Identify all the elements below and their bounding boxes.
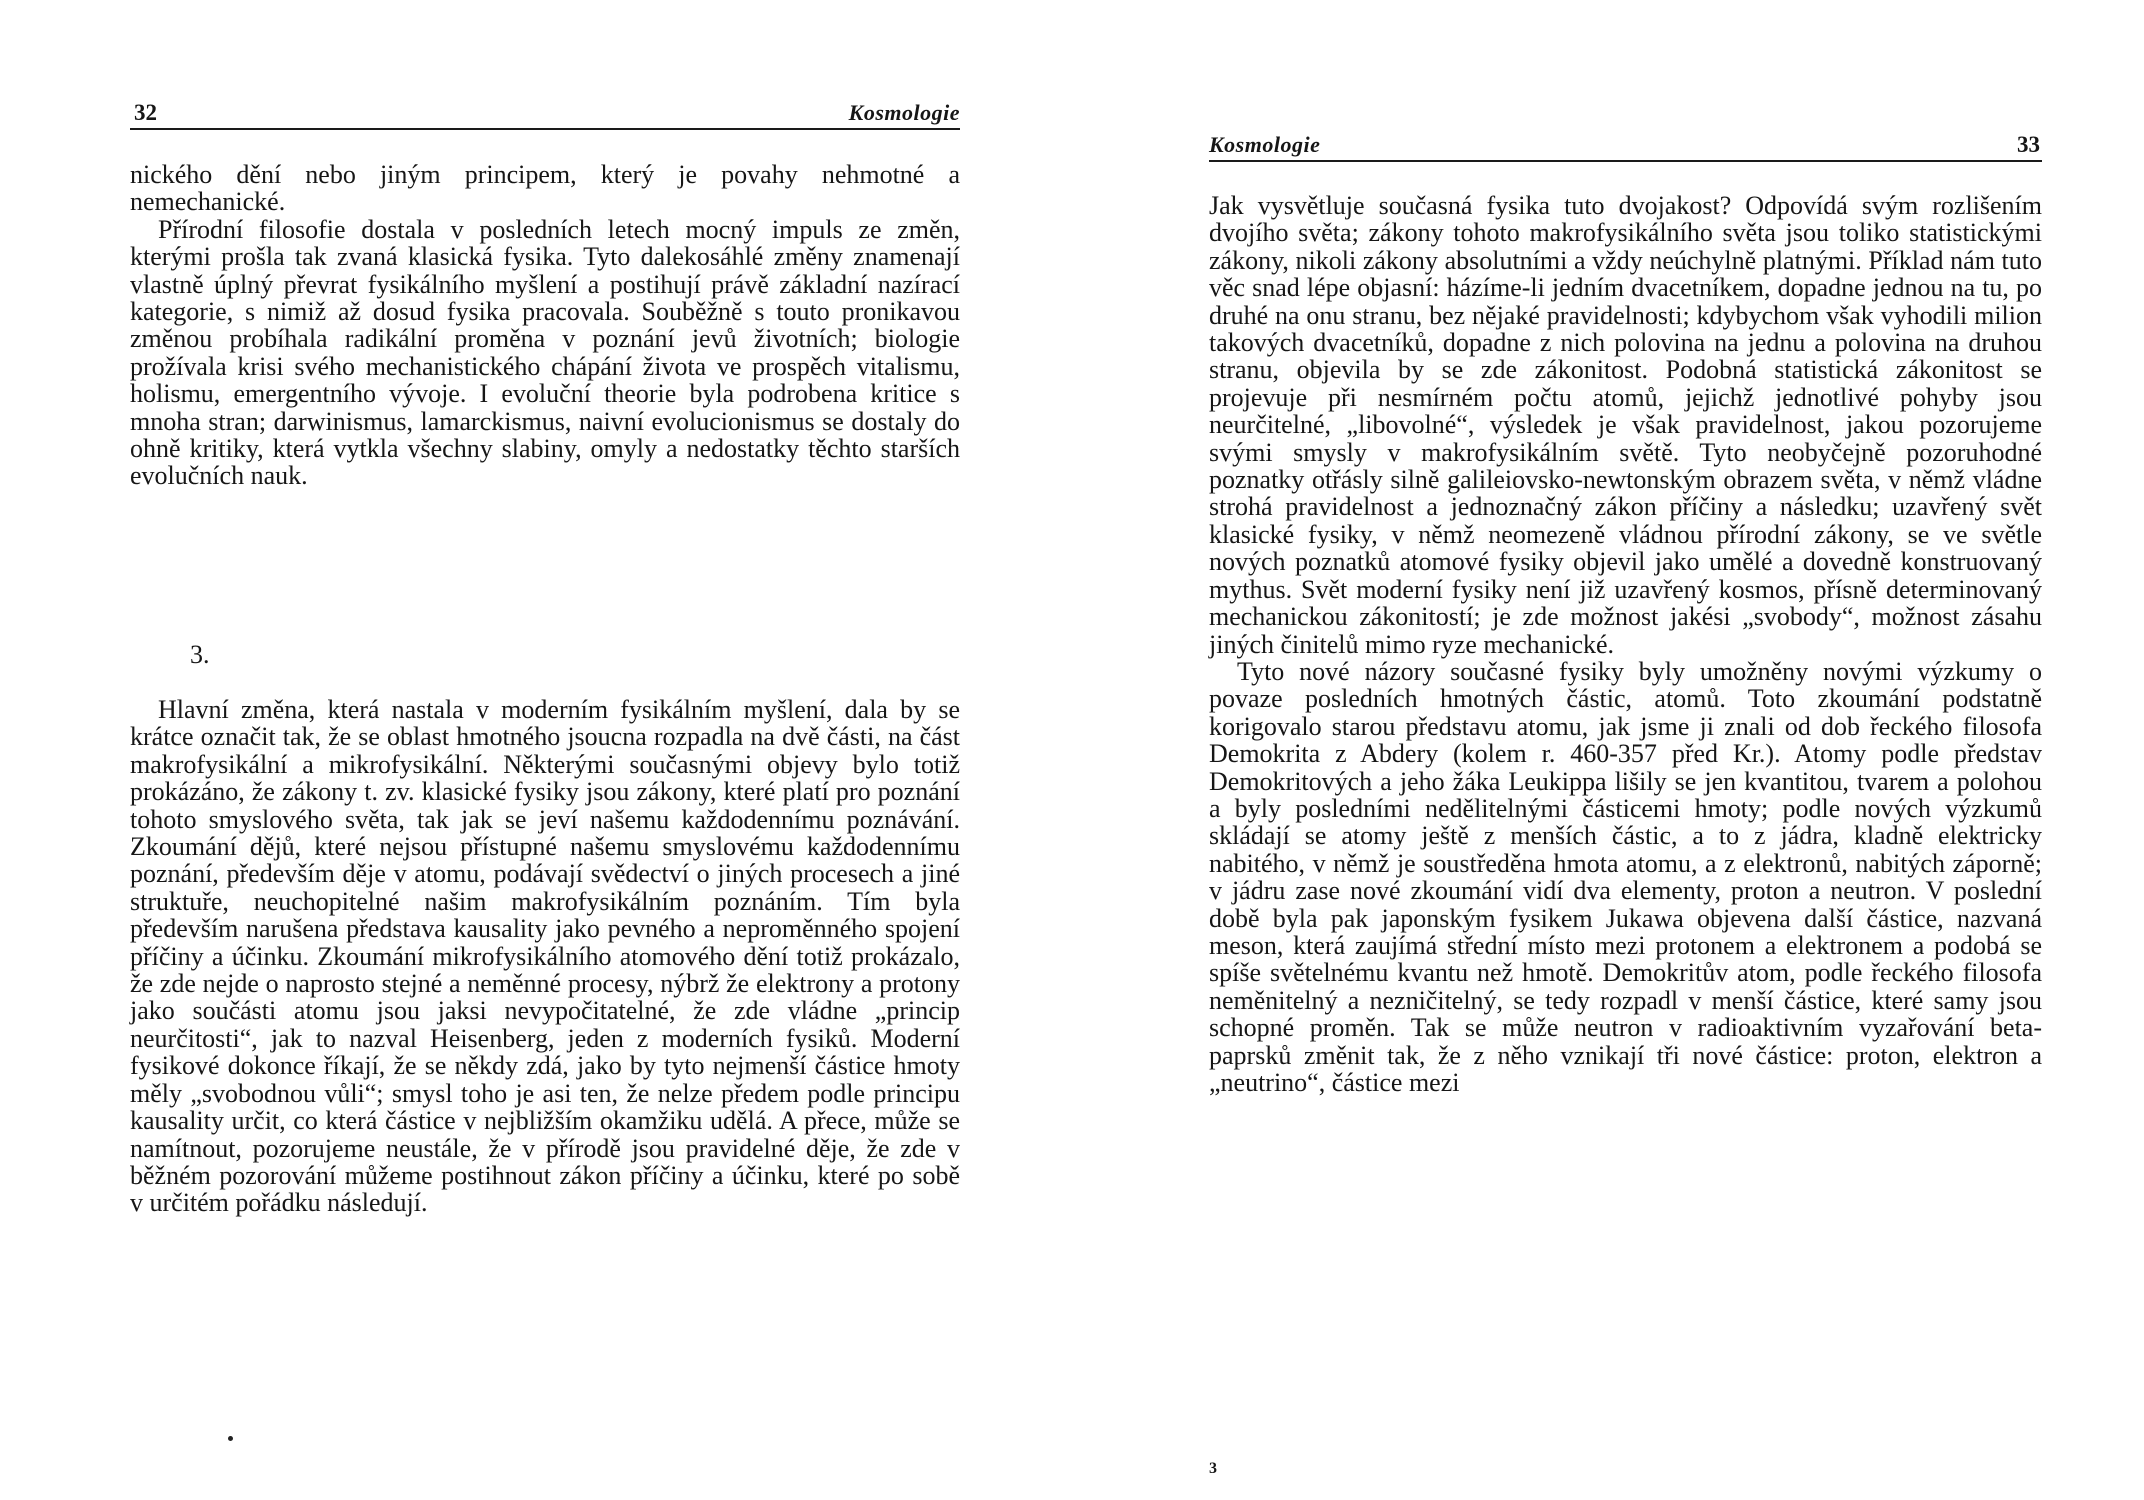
dot-mark [228,1436,233,1441]
text-block [1209,192,2042,1096]
section-number: 3. [190,640,210,669]
running-title: Kosmologie [1209,132,1321,157]
paragraph: Tyto nové názory současné fysiky byly umožněny novými výzkumy o povaze posledních hmotných částic, atomů. Toto zkoumání podstatně korigovalo starou představu atomu, jak jsme ji znali od dob řeckého filosofa Demokrita z Abdery (kolem r. 460-357 před Kr.). Atomy podle představ Demokritových a jeho žáka Leukippa lišily se jen kvantitou, tvarem a polohou a byly posledními nedělitelnými částicemi hmoty; podle nových výzkumů skládají se atomy ještě z menších částic, a to z jádra, kladně elektricky nabitého, v němž je soustředěna hmota atomu, a z elektronů, nabitých záporně; v jádru zase nové zkoumání vidí dva elementy, proton a neutron. V poslední době byla pak japonským fysikem Jukawa objevena další částice, nazvaná meson, která zaujímá střední místo mezi protonem a elektronem a podobá se spíše světelnému kvantu než hmotě. Demokritův atom, podle řeckého filosofa neměnitelný a nezničitelný, se tedy rozpadl v menší částice, které samy jsou schopné proměn. Tak se může neutron v radioaktivním vyzařování beta-paprsků změnit tak, že z něho vznikají tři nové částice: proton, elektron a „neutrino“, částice mezi [1209,656,2042,1097]
text-block-section-3 [130,696,960,1217]
running-title: Kosmologie [848,100,960,125]
page-number: 32 [134,100,157,125]
printer-signature-mark: 3 [1209,1460,1217,1477]
paragraph: Hlavní změna, která nastala v moderním fysikálním myšlení, dala by se krátce označit tak, že se oblast hmotného jsoucna rozpadla na dvě části, na část makrofysikální a mikrofysikální. Některými současnými objevy bylo totiž prokázáno, že zákony t. zv. klasické fysiky jsou zákony, které platí pro poznání tohoto smyslového světa, tak jak se jeví našemu každodennímu poznávání. Zkoumání dějů, které nejsou přístupné našemu smyslovému každodennímu poznání, především děje v atomu, podávají svědectví o jiných procesech a jiné struktuře, neuchopitelné našim makrofysikálním poznáním. Tím byla především narušena představa kausality jako pevného a neproměnného spojení příčiny a účinku. Zkoumání mikrofysikálního atomového dění totiž prokázalo, že zde nejde o naprosto stejné a neměnné procesy, nýbrž že elektrony a protony jako součásti atomu jsou jaksi nevypočitatelné, že zde vládne „princip neurčitosti“, jak to nazval Heisenberg, jeden z moderních fysiků. Moderní fysikové dokonce říkají, že se někdy zdá, jako by tyto nejmenší částice hmoty měly „svobodnou vůli“; smysl toho je asi ten, že nelze předem podle principu kausality určit, co která částice v nejbližším okamžiku udělá. A přece, může se namítnout, pozorujeme neustále, že v přírodě jsou pravidelné děje, že zde v běžném pozorování můžeme postihnout zákon příčiny a účinku, které po sobě v určitém pořádku následují. [130,695,960,1218]
right-page-header [1209,130,2042,162]
text-block-top [130,161,960,490]
paragraph: Jak vysvětluje současná fysika tuto dvojakost? Odpovídá svým rozlišením dvojího světa; zákony tohoto makrofysikálního světa jsou toliko statistickými zákony, nikoli zákony absolutními a vždy neúchylně platnými. Příklad nám tuto věc snad lépe objasní: házíme-li jedním dvacetníkem, dopadne jednou na tu, po druhé na onu stranu, bez nějaké pravidelnosti; kdybychom však vyhodili milion takových dvacetníků, dopadne z nich polovina na jednu a polovina na druhou stranu, objevila by se zde zákonitost. Podobná statistická zákonitost se projevuje při nesmírném počtu atomů, jejichž jednotlivé pohyby jsou neurčitelné, „libovolné“, výsledek je však pravidelnost, jakou pozorujeme svými smysly v makrofysikálním světě. Tyto neobyčejně pozoruhodné poznatky otřásly silně galileiovsko-newtonským obrazem světa, v němž vládne strohá pravidelnost a jednoznačný zákon příčiny a následku; uzavřený svět klasické fysiky, v němž neomezeně vládnou přírodní zákony, se ve světle nových poznatků atomové fysiky objevil jako umělé a dovedně konstruovaný mythus. Svět moderní fysiky není již uzavřený kosmos, přísně determinovaný mechanickou zákonitostí; je zde možnost jakési „svobody“, možnost zásahu jiných činitelů mimo ryze mechanické. [1209,191,2042,659]
left-page-header [130,98,960,130]
page-number: 33 [2017,132,2040,157]
paragraph: nického dění nebo jiným principem, který je povahy nehmotné a nemechanické. [130,160,960,217]
paragraph: Přírodní filosofie dostala v posledních letech mocný impuls ze změn, kterými prošla tak zvaná klasická fysika. Tyto dalekosáhlé změny znamenají vlastně úplný převrat fysikálního myšlení a postihují právě základní nazírací kategorie, s nimiž až dosud fysika pracovala. Souběžně s touto pronikavou změnou probíhala radikální proměna v poznání jevů životních; biologie prožívala krisi svého mechanistického chápání života ve prospěch vitalismu, holismu, emergentního vývoje. I evoluční theorie byla podrobena kritice s mnoha stran; darwinismus, lamarckismus, naivní evolucionismus se dostaly do ohně kritiky, která vytkla všechny slabiny, omyly a nedostatky těchto starších evolučních nauk. [130,214,960,491]
